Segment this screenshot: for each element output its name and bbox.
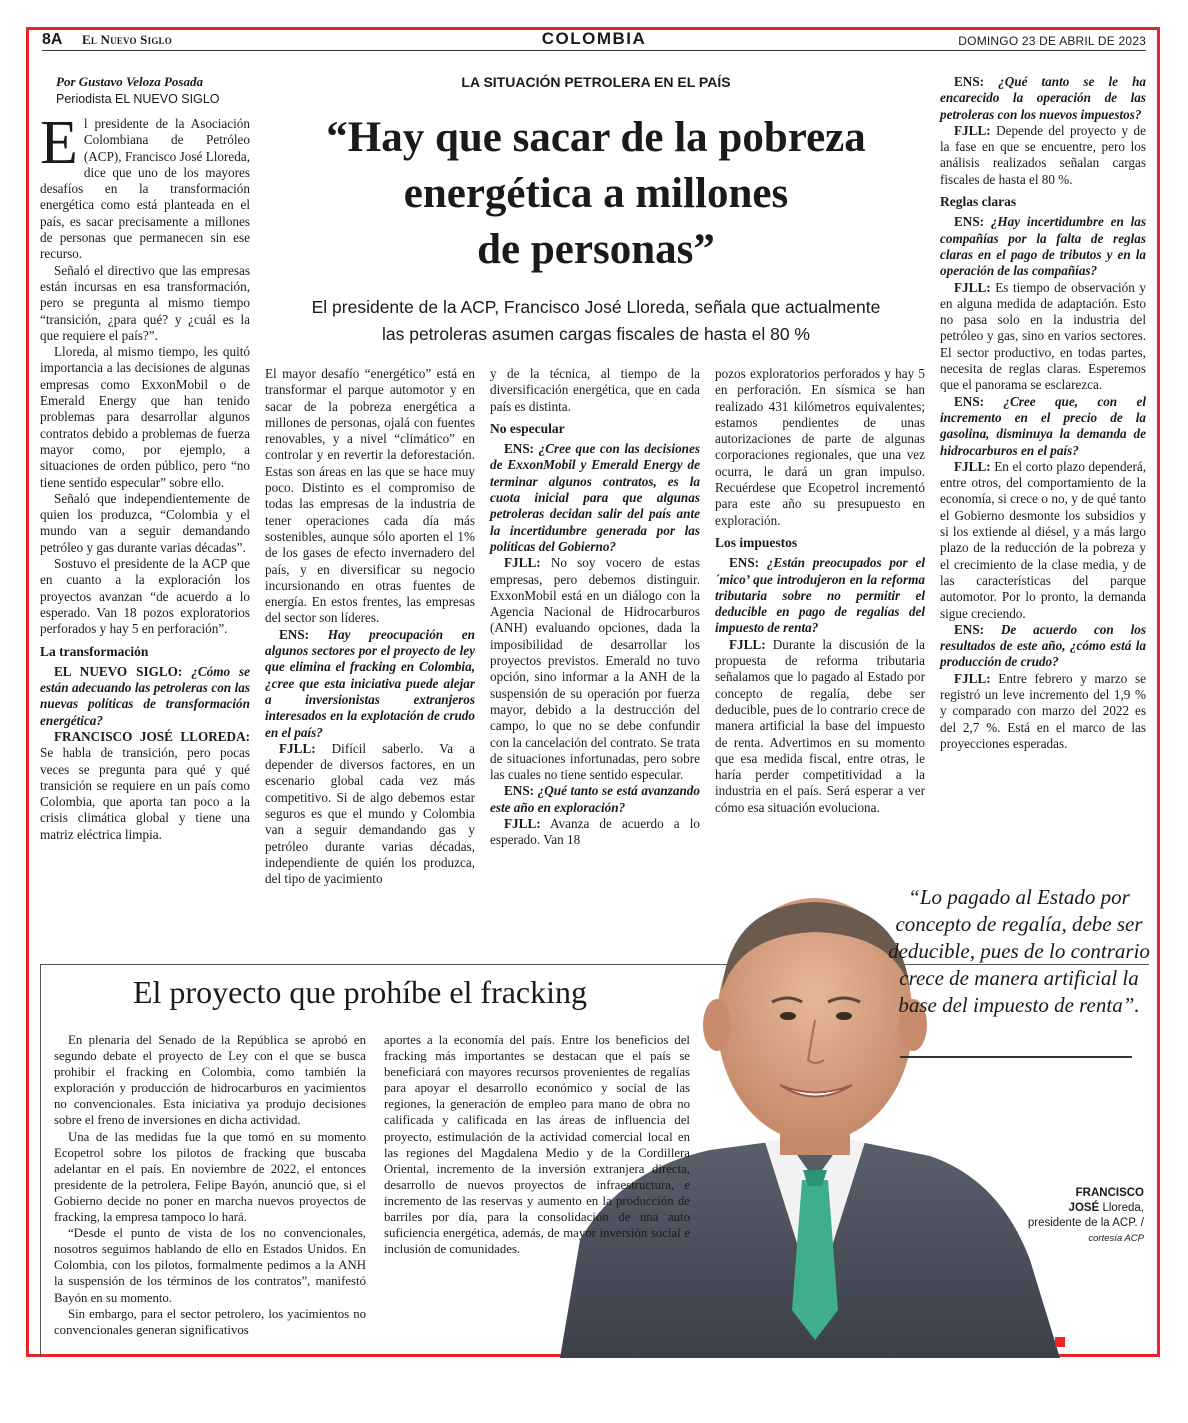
question: ENS: ¿Hay incertidumbre en las compañías por la falta de reglas claras en el pago de tributos y en la operación de las compañías? bbox=[940, 214, 1146, 279]
deck-line: las petroleras asumen cargas fiscales de hasta el 80 % bbox=[381, 324, 810, 344]
body-paragraph: Sin embargo, para el sector petrolero, los yacimientos no convencionales generan significativos bbox=[54, 1306, 366, 1337]
answer: FJLL: Difícil saberlo. Va a depender de diversos factores, en un escenario global cada vez más competitivo. Si de algo debemos estar seguros es que el mundo y Colombia van a seguir demandando gas y petróleo durante varias décadas, independiente de quién los produzca, del tipo de yacimiento bbox=[265, 740, 475, 887]
deck bbox=[262, 294, 930, 348]
answer: FJLL: Avanza de acuerdo a lo esperado. Van 18 bbox=[490, 816, 700, 848]
author-name: Por Gustavo Veloza Posada bbox=[56, 74, 203, 89]
question: ENS: ¿Qué tanto se le ha encarecido la operación de las petroleras con los nuevos impuestos? bbox=[940, 74, 1146, 122]
answer: FJLL: No soy vocero de estas empresas, pero debemos distinguir. ExxonMobil está en un diálogo con la Agencia Nacional de Hidrocarburos (ANH) evaluando opciones, dada la imposibilidad de desarrollar los proyectos previstos. Emerald no tuvo opción, sino informar a la ANH de la suspensión de su operación por fuerza mayor, debido a la destrucción del campo, lo que no se debe confundir con la cancelación del contrato. Se trata de situaciones infortunadas, pero sobre las cuales no tiene sentido especular. bbox=[490, 555, 700, 783]
answer: FJLL: En el corto plazo dependerá, entre otros, del comportamiento de la economía, si crece o no, y de qué tanto el Gobierno desmonte los subsidios y si los extiende al diésel, y a más largo plazo de la reducción de la pobreza y el crecimiento de la clase media, y de las características del parque automotor. Por lo pronto, la demanda sigue creciendo. bbox=[940, 458, 1146, 621]
sidebar-column-2 bbox=[384, 1032, 690, 1257]
body-paragraph: Lloreda, al mismo tiempo, les quitó importancia a las decisiones de algunas empresas como ExxonMobil o de Emerald Energy que han tenido problemas para desarrollar algunos contratos debido a problemas de fuerza mayor como, por ejemplo, a situaciones de orden público, pero “no tiene sentido especular” sobre ello. bbox=[40, 344, 250, 490]
column-1 bbox=[40, 109, 250, 843]
question: ENS: Hay preocupación en algunos sectores por el proyecto de ley que elimina el fracking en Colombia, ¿cree que esta iniciativa puede alejar a inversionistas extranjeros interesados en la explotación de crudo en el país? bbox=[265, 626, 475, 740]
header-rule bbox=[42, 50, 1146, 51]
photo-caption bbox=[1024, 1186, 1144, 1246]
column-4 bbox=[715, 366, 925, 816]
column-2 bbox=[265, 366, 475, 888]
subhead: Los impuestos bbox=[715, 534, 798, 550]
body-paragraph: Señaló que independientemente de quien los produzca, “Colombia y el mundo van a seguir demandando petróleo y gas durante varias décadas”. bbox=[40, 490, 250, 555]
deck-line: El presidente de la ACP, Francisco José Lloreda, señala que actualmente bbox=[311, 297, 881, 317]
column-3 bbox=[490, 366, 700, 849]
byline bbox=[56, 74, 256, 106]
kicker: LA SITUACIÓN PETROLERA EN EL PAÍS bbox=[461, 74, 731, 90]
sidebar-title: El proyecto que prohíbe el fracking bbox=[132, 974, 588, 1010]
section-name: COLOMBIA bbox=[541, 29, 647, 48]
body-paragraph: El mayor desafío “energético” está en transformar el parque automotor y en sacar de la pobreza energética a millones de personas, ojalá con fuentes renovables, y a nivel “climático” en controlar y en revertir la deforestación. Estas son áreas en las que se hace muy poco. Distinto es el compromiso de todas las empresas de la industria de tener operaciones cada día más sostenibles, aunque sólo aporten el 1% de los gases de efecto invernadero del país, y en diversificar su negocio incursionando en otras fuentes de energía. En estos frentes, las empresas del sector son líderes. bbox=[265, 366, 475, 626]
subhead: Reglas claras bbox=[940, 194, 1017, 210]
question: EL NUEVO SIGLO: ¿Cómo se están adecuando las petroleras con las nuevas políticas de transformación energética? bbox=[40, 663, 250, 728]
answer: FJLL: Es tiempo de observación y en alguna medida de adaptación. Esto no pasa solo en la industria del petróleo y gas, sino en varios sectores. El sector productivo, en todas partes, necesita de reglas claras. Esperemos que el panorama se esclarezca. bbox=[940, 279, 1146, 393]
body-paragraph: En plenaria del Senado de la República se aprobó en segundo debate el proyecto de Ley con el que se busca prohibir el fracking en Colombia, como también la exploración y producción de hidrocarburos en yacimientos no convencionales. Esta iniciativa ya produjo decisiones sobre el freno de inversiones en dicha actividad. bbox=[54, 1033, 366, 1128]
headline bbox=[262, 110, 930, 278]
lead-paragraph: El presidente de la Asociación Colombiana de Petróleo (ACP), Francisco José Lloreda, dice que uno de los mayores desafíos en la transformación energética como está planteada en el país, es sacar precisamente a millones de personas que permanecen sin ese recurso. bbox=[40, 109, 250, 262]
body-paragraph: Señaló el directivo que las empresas están incursas en esa transformación, pero se pregunta al mismo tiempo “transición, ¿para qué? y ¿cuál es la que requiere el país?”. bbox=[40, 262, 250, 343]
caption-text: Lloreda, presidente de la ACP. / bbox=[1027, 1202, 1144, 1229]
caption-name: FRANCISCO bbox=[1075, 1187, 1144, 1199]
answer: FJLL: Durante la discusión de la propuesta de reforma tributaria señalamos que lo pagado al Estado por concepto de regalía, debe ser deducible, pues de lo contrario crece de manera artificial la base del impuesto de renta. Advertimos en su momento que esa medida fiscal, entre otras, le haría perder competitividad a la industria en el país. Será esperar a ver cómo esa situación evoluciona. bbox=[715, 636, 925, 815]
question: ENS: De acuerdo con los resultados de este año, ¿cómo está la producción de crudo? bbox=[940, 621, 1146, 670]
headline-line: energética a millones bbox=[403, 170, 789, 217]
body-paragraph: Sostuvo el presidente de la ACP que en cuanto a la exploración los proyectos avanzan “de acuerdo a lo esperado. Van 18 pozos exploratorios perforados y hay 5 en perforación”. bbox=[40, 556, 250, 637]
headline-line: “Hay que sacar de la pobreza bbox=[326, 114, 866, 161]
body-paragraph: Una de las medidas fue la que tomó en su momento Ecopetrol sobre los pilotos de fracking que buscaba adelantar en el país. En noviembre de 2022, el entonces presidente de la petrolera, Felipe Bayón, anunció que, si el Gobierno decide no poner en marcha nuevos proyectos de fracking, la empresa tampoco lo hará. bbox=[54, 1129, 366, 1225]
body-paragraph: pozos exploratorios perforados y hay 5 en perforación. En sísmica se han realizado 431 kilómetros equivalentes; estamos pendientes de unas autorizaciones de parte de algunas corporaciones regionales, que una vez ocurra, le dará un gran impulso. Recuérdese que Ecopetrol incrementó para este año su presupuesto en exploración. bbox=[715, 366, 925, 528]
author-role: Periodista EL NUEVO SIGLO bbox=[56, 92, 220, 106]
body-paragraph: y de la técnica, al tiempo de la diversificación energética, que en cada país es distinta. bbox=[490, 366, 700, 414]
answer: FJLL: Depende del proyecto y de la fase en que se encuentre, pero los análisis realizados señalan cargas fiscales de hasta el 80 %. bbox=[940, 122, 1146, 187]
caption-name: JOSÉ bbox=[1068, 1202, 1100, 1214]
pull-quote: “Lo pagado al Estado por concepto de regalía, debe ser deducible, pues de lo contrario crece de manera artificial la base del impuesto de renta”. bbox=[888, 885, 1150, 1017]
answer: FJLL: Entre febrero y marzo se registró un leve incremento del 1,9 % y comparado con marzo del 2022 es del 2,7 %. Está en el marco de las proyecciones esperadas. bbox=[940, 670, 1146, 751]
question: ENS: ¿Cree que con las decisiones de ExxonMobil y Emerald Energy de terminar algunos contratos, es la cuota inicial para que algunas petroleras decidan salir del país ante la incertidumbre generada por las políticas del Gobierno? bbox=[490, 441, 700, 554]
issue-date: DOMINGO 23 DE ABRIL DE 2023 bbox=[958, 34, 1146, 48]
question: ENS: ¿Cree que, con el incremento en el precio de la gasolina, disminuya la demanda de hidrocarburos en el país? bbox=[940, 393, 1146, 458]
answer: FRANCISCO JOSÉ LLOREDA: Se habla de transición, pero pocas veces se pregunta para qué y qué transición se requiere en un país como Colombia, que aporta tan poco a la crisis climática global y tiene una matriz eléctrica limpia. bbox=[40, 728, 250, 842]
page-number: 8A bbox=[42, 31, 63, 48]
body-paragraph: aportes a la economía del país. Entre los beneficios del fracking más importantes se destacan que el país se beneficiará con mayores recursos provenientes de regalías para apoyar el desarrollo económico y social de las regiones, la generación de empleo para mano de obra no calificada y calificada en las áreas de influencia del proyecto, estimulación de la actividad comercial local en las regiones del Magdalena Medio y de la Cordillera Oriental, incremento de la inversión extranjera directa, desarrollo de nuevos proyectos de infraestructura, e incremento de las reservas y aumento en la producción de barriles por día, para la consolidación de una auto suficiencia energética, además, de mayor inversión social e inclusión de comunidades. bbox=[384, 1033, 690, 1257]
newspaper-name: El Nuevo Siglo bbox=[82, 32, 172, 47]
body-paragraph: “Desde el punto de vista de los no convencionales, nosotros seguimos hablando de ello en Estados Unidos. En Colombia, con los pilotos, formalmente pedimos a la ANH la suspensión de los términos de los contratos”, manifestó Bayón en su momento. bbox=[54, 1226, 366, 1305]
subhead: La transformación bbox=[40, 643, 149, 659]
column-5 bbox=[940, 74, 1146, 752]
headline-line: de personas” bbox=[477, 226, 715, 273]
question: ENS: ¿Están preocupados por el ´mico’ que introdujeron en la reforma tributaria sobre no permitir el deducible en pago de regalías del impuesto de renta? bbox=[715, 555, 925, 636]
subhead: No especular bbox=[490, 420, 565, 436]
pull-quote-rule bbox=[900, 1056, 1132, 1058]
end-mark bbox=[1055, 1337, 1065, 1347]
sidebar-column-1 bbox=[54, 1032, 366, 1338]
drop-cap: E bbox=[40, 109, 78, 177]
page-header bbox=[42, 31, 1146, 51]
photo-credit: cortesía ACP bbox=[1088, 1233, 1144, 1244]
question: ENS: ¿Qué tanto se está avanzando este año en exploración? bbox=[490, 783, 700, 815]
